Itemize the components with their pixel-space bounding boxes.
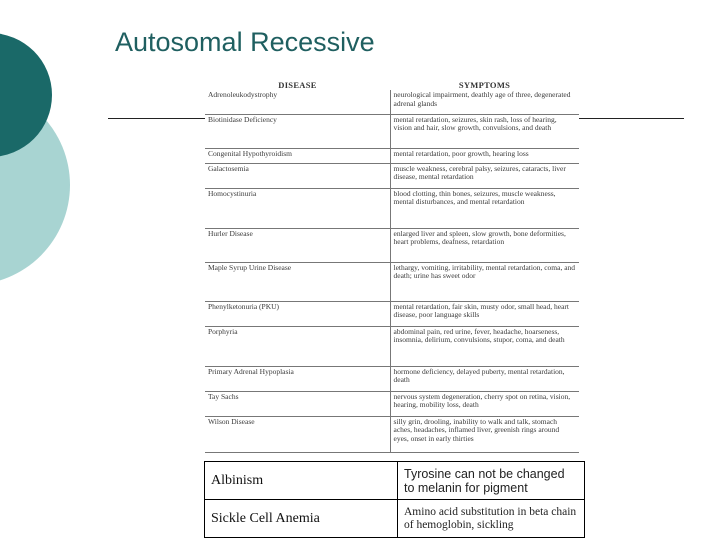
disease-cell: Primary Adrenal Hypoplasia	[205, 366, 390, 391]
disease-symptom-table-image	[205, 80, 579, 460]
table-row	[205, 188, 579, 228]
symptoms-cell: enlarged liver and spleen, slow growth, bone deformities, heart problems, deafness, retardation	[390, 228, 579, 262]
table-row	[205, 391, 579, 416]
disease-table	[205, 80, 579, 453]
decorative-circles	[0, 0, 110, 300]
symptoms-cell: hormone deficiency, delayed puberty, mental retardation, death	[390, 366, 579, 391]
disease-cell: Maple Syrup Urine Disease	[205, 262, 390, 301]
table-row	[205, 228, 579, 262]
table-row	[205, 90, 579, 114]
table-row	[205, 462, 584, 499]
table-row	[205, 163, 579, 188]
bottom-table	[204, 461, 585, 538]
table-row	[205, 499, 584, 537]
symptoms-cell: mental retardation, fair skin, musty odor, small head, heart disease, poor language skills	[390, 301, 579, 326]
disease-cell: Albinism	[205, 462, 398, 499]
symptoms-cell: muscle weakness, cerebral palsy, seizures, cataracts, liver disease, mental retardation	[390, 163, 579, 188]
disease-cell: Phenylketonuria (PKU)	[205, 301, 390, 326]
disease-table-header	[205, 80, 579, 90]
symptoms-column-header: SYMPTOMS	[458, 80, 511, 90]
symptoms-cell: neurological impairment, deathly age of three, degenerated adrenal glands	[390, 90, 579, 114]
disease-cell: Wilson Disease	[205, 416, 390, 452]
symptoms-cell: lethargy, vomiting, irritability, mental retardation, coma, and death; urine has sweet odor	[390, 262, 579, 301]
table-row	[205, 416, 579, 452]
disease-cell: Tay Sachs	[205, 391, 390, 416]
table-row	[205, 326, 579, 366]
disease-cell: Hurler Disease	[205, 228, 390, 262]
symptoms-cell: mental retardation, poor growth, hearing loss	[390, 148, 579, 163]
disease-cell: Biotinidase Deficiency	[205, 114, 390, 148]
disease-cell: Porphyria	[205, 326, 390, 366]
slide-title: Autosomal Recessive	[115, 27, 375, 57]
disease-cell: Adrenoleukodystrophy	[205, 90, 390, 114]
symptoms-cell: blood clotting, thin bones, seizures, muscle weakness, mental disturbances, and mental retardation	[390, 188, 579, 228]
disease-cell: Homocystinuria	[205, 188, 390, 228]
table-row	[205, 114, 579, 148]
symptoms-cell: abdominal pain, red urine, fever, headache, hoarseness, insomnia, delirium, convulsions, stupor, coma, and death	[390, 326, 579, 366]
disease-cell: Sickle Cell Anemia	[205, 500, 398, 537]
symptoms-cell: silly grin, drooling, inability to walk and talk, stomach aches, headaches, inflamed liver, greenish rings around eyes, onset in early thirties	[390, 416, 579, 452]
table-row	[205, 301, 579, 326]
disease-cell: Galactosemia	[205, 163, 390, 188]
symptoms-cell: mental retardation, seizures, skin rash, loss of hearing, vision and hair, slow growth, convulsions, and death	[390, 114, 579, 148]
symptoms-cell: Tyrosine can not be changed to melanin for pigment	[404, 466, 565, 495]
symptoms-cell: Amino acid substitution in beta chain of hemoglobin, sickling	[404, 505, 577, 531]
table-row	[205, 262, 579, 301]
disease-cell: Congenital Hypothyroidism	[205, 148, 390, 163]
decorative-circles-graphic	[0, 0, 110, 300]
disease-column-header: DISEASE	[278, 80, 317, 90]
table-row	[205, 148, 579, 163]
table-row	[205, 366, 579, 391]
symptoms-cell: nervous system degeneration, cherry spot on retina, vision, hearing, mobility loss, death	[390, 391, 579, 416]
